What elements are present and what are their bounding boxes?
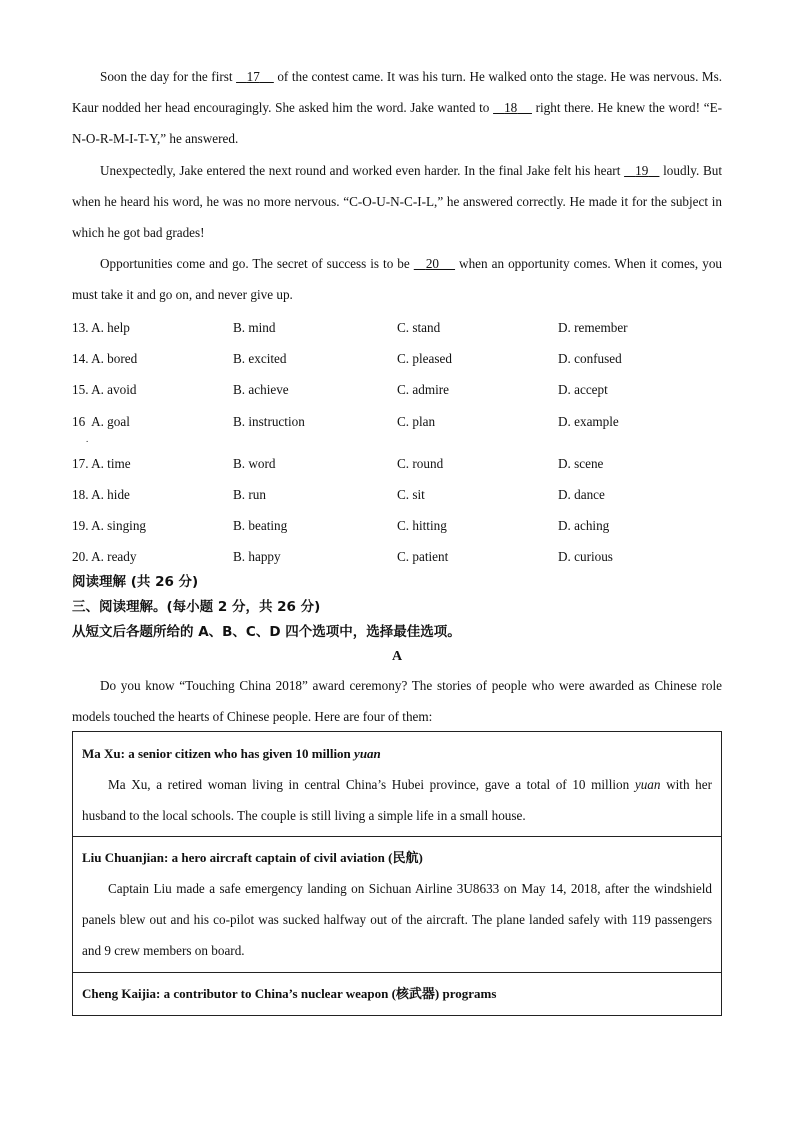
option-d[interactable]: D. dance [558, 486, 605, 502]
question-13 [72, 312, 722, 343]
option-c[interactable]: C. round [397, 455, 444, 471]
question-number: 15. [72, 382, 89, 398]
row-title: Ma Xu: a senior citizen who has given 10 million yuan [82, 746, 381, 761]
option-d[interactable]: D. aching [558, 517, 610, 533]
option-a[interactable]: A. hide [91, 486, 130, 502]
row-body: Captain Liu made a safe emergency landing on Sichuan Airline 3U8633 on May 14, 2018, after the windshield panels blew out and his co-pilot was sucked halfway out of the aircraft. The plane landed safely with 119 passengers and 9 crew members on board. [82, 881, 712, 958]
table-row-cheng-kaijia [73, 978, 721, 1009]
passage-paragraph-3: Opportunities come and go. The secret of success is to be 20 when an opportunity comes. When it comes, you must take it and go on, and never give up. [72, 256, 723, 303]
option-b[interactable]: B. word [233, 455, 276, 471]
option-a[interactable]: A. goal [91, 413, 130, 429]
row-divider [73, 836, 721, 837]
question-17 [72, 448, 722, 479]
option-b[interactable]: B. run [233, 486, 266, 502]
question-14 [72, 343, 722, 374]
option-d[interactable]: D. accept [558, 382, 608, 398]
option-d[interactable]: D. curious [558, 549, 613, 565]
role-models-table [72, 731, 722, 1016]
option-c[interactable]: C. hitting [397, 517, 447, 533]
question-number: 19. [72, 517, 89, 533]
question-number: 18. [72, 486, 89, 502]
option-a[interactable]: A. bored [91, 351, 138, 367]
option-a[interactable]: A. singing [91, 517, 147, 533]
table-row-ma-xu [73, 738, 721, 831]
table-row-liu-chuanjian [73, 842, 721, 966]
option-b[interactable]: B. happy [233, 549, 281, 565]
option-a[interactable]: A. help [91, 320, 130, 335]
option-b[interactable]: B. instruction [233, 413, 305, 429]
passage-paragraph-2: Unexpectedly, Jake entered the next round and worked even harder. In the final Jake felt his heart 19 loudly. But when he heard his word, he was no more nervous. “C-O-U-N-C-I-L,” he answered correctly. He made it for the subject in which he got bad grades! [72, 163, 723, 241]
question-15 [72, 374, 722, 405]
option-c[interactable]: C. plan [397, 413, 436, 429]
option-c[interactable]: C. sit [397, 486, 425, 502]
option-b[interactable]: B. mind [233, 320, 276, 335]
option-c[interactable]: C. patient [397, 549, 449, 565]
row-title: Liu Chuanjian: a hero aircraft captain of civil aviation (民航) [82, 850, 423, 865]
question-number: 13. [72, 320, 89, 335]
option-c[interactable]: C. stand [397, 320, 441, 335]
row-title: Cheng Kaijia: a contributor to China’s nuclear weapon (核武器) programs [82, 986, 497, 1001]
option-a[interactable]: A. avoid [91, 382, 137, 398]
question-16 [72, 406, 722, 448]
question-number: 17. [72, 455, 89, 471]
blank-19: 19 [635, 163, 649, 178]
row-body: Ma Xu, a retired woman living in central China’s Hubei province, gave a total of 10 million yuan with her husband to the local schools. The couple is still living a simple life in a small house. [82, 777, 712, 823]
question-19 [72, 510, 722, 541]
option-d[interactable]: D. example [558, 413, 619, 429]
option-c[interactable]: C. pleased [397, 351, 452, 367]
instruction-text: 从短文后各题所给的 A、B、C、D 四个选项中，选择最佳选项。 [72, 624, 461, 640]
options-list [72, 312, 722, 572]
option-d[interactable]: D. scene [558, 455, 604, 471]
option-b[interactable]: B. achieve [233, 382, 289, 398]
reading-section-title: 阅读理解 (共 26 分) [72, 574, 199, 590]
option-c[interactable]: C. admire [397, 382, 450, 398]
passage-paragraph-1: Soon the day for the first 17 of the contest came. It was his turn. He walked onto the stage. He was nervous. Ms. Kaur nodded her head encouragingly. She asked him the word. Jake wanted to 18 right there. He knew the word! “E-N-O-R-M-I-T-Y,” he answered. [72, 69, 723, 147]
intro-paragraph: Do you know “Touching China 2018” award ceremony? The stories of people who were awarded as Chinese role models touched the hearts of Chinese people. Here are four of them: [72, 678, 722, 725]
passage-label: A [391, 649, 403, 664]
part-three-title: 三、阅读理解。(每小题 2 分，共 26 分) [72, 599, 321, 615]
stray-mark: . [86, 433, 89, 444]
option-b[interactable]: B. beating [233, 517, 288, 533]
option-a[interactable]: A. time [91, 455, 131, 471]
question-20 [72, 541, 722, 572]
blank-20: 20 [425, 256, 439, 271]
question-number: 16 [72, 413, 86, 429]
option-a[interactable]: A. ready [91, 549, 137, 565]
blank-18: 18 [504, 100, 518, 116]
option-d[interactable]: D. confused [558, 351, 622, 367]
blank-17: 17 [246, 69, 260, 84]
question-18 [72, 479, 722, 510]
option-b[interactable]: B. excited [233, 351, 287, 367]
option-d[interactable]: D. remember [558, 320, 628, 335]
question-number: 20. [72, 549, 89, 565]
question-number: 14. [72, 351, 89, 367]
row-divider [73, 972, 721, 973]
